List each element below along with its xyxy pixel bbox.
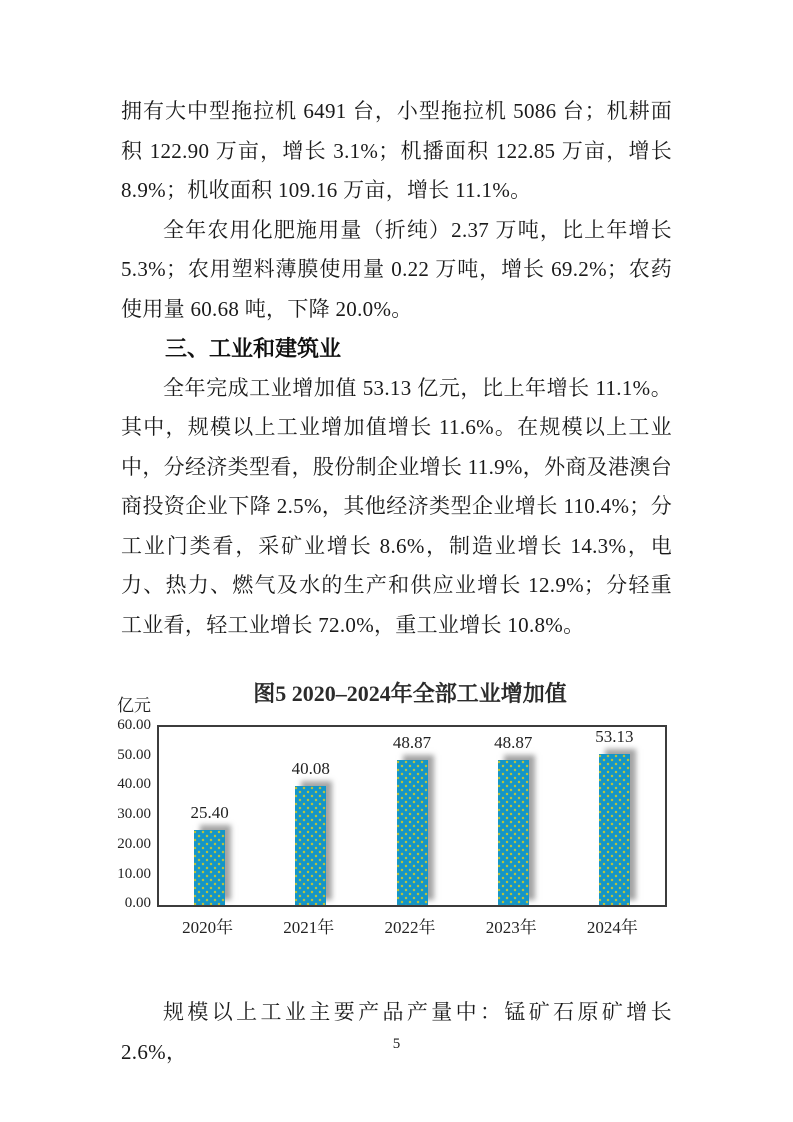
y-axis-tick: 20.00	[117, 835, 151, 852]
bar-chart-industrial-added-value	[117, 655, 672, 947]
x-axis-label: 2023年	[485, 918, 537, 937]
bar-column	[159, 727, 260, 905]
bar	[397, 760, 428, 905]
bar-value-label: 53.13	[595, 727, 634, 746]
x-axis-label: 2024年	[586, 918, 638, 937]
bar-value-label: 25.40	[190, 802, 229, 822]
bar	[498, 760, 529, 905]
bar-column	[361, 727, 462, 905]
chart-plot-area	[157, 725, 667, 907]
bar-column	[463, 727, 564, 905]
paragraph-products: 规模以上工业主要产品产量中：锰矿石原矿增长 2.6%，	[121, 1000, 672, 1064]
y-axis-tick: 30.00	[117, 806, 151, 823]
x-axis-label: 2020年	[182, 918, 234, 937]
bar	[599, 754, 630, 905]
y-axis-tick: 60.00	[117, 717, 151, 733]
bar	[295, 786, 326, 905]
bar-value-label: 48.87	[494, 733, 533, 752]
y-axis-tick: 40.00	[117, 776, 151, 793]
x-axis-label: 2022年	[384, 918, 436, 937]
bar	[194, 830, 225, 905]
bar-column	[564, 727, 665, 905]
section-heading-industry: 三、工业和建筑业	[165, 336, 342, 361]
paragraph-fertilizer: 全年农用化肥施用量（折纯）2.37 万吨，比上年增长 5.3%；农用塑料薄膜使用量 0.22 万吨，增长 69.2%；农药使用量 60.68 吨，下降 20.0%。	[121, 217, 672, 321]
y-axis-tick: 0.00	[124, 895, 151, 912]
page-number: 5	[392, 1036, 401, 1052]
bar-value-label: 40.08	[291, 759, 330, 779]
x-axis-labels	[157, 913, 663, 938]
y-axis-tick: 50.00	[117, 746, 151, 763]
paragraph-industry: 全年完成工业增加值 53.13 亿元，比上年增长 11.1%。其中，规模以上工业增加值增长 11.6%。在规模以上工业中，分经济类型看，股份制企业增长 11.9%，外商及港澳台商投资企业下降 2.5%，其他经济类型企业增长 110.4%；分工业门类看，采矿业增长 8.6%，制造业增长 14.3%，电力、热力、燃气及水的生产和供应业增长 12.9%；分轻重工业看，轻工业增长 72.0%，重工业增长 10.8%。	[121, 375, 672, 637]
paragraph-machinery: 拥有大中型拖拉机 6491 台，小型拖拉机 5086 台；机耕面积 122.90 万亩，增长 3.1%；机播面积 122.85 万亩，增长 8.9%；机收面积 109.16 万亩，增长 11.1%。	[121, 99, 672, 202]
bar-column	[260, 727, 361, 905]
page-content	[117, 92, 672, 1072]
bar-value-label: 48.87	[392, 733, 432, 752]
y-axis-tick: 10.00	[117, 865, 151, 882]
x-axis-label: 2021年	[283, 918, 335, 937]
chart-title: 图5 2020–2024年全部工业增加值	[253, 681, 567, 706]
chart-y-axis-unit: 亿元	[117, 696, 151, 715]
